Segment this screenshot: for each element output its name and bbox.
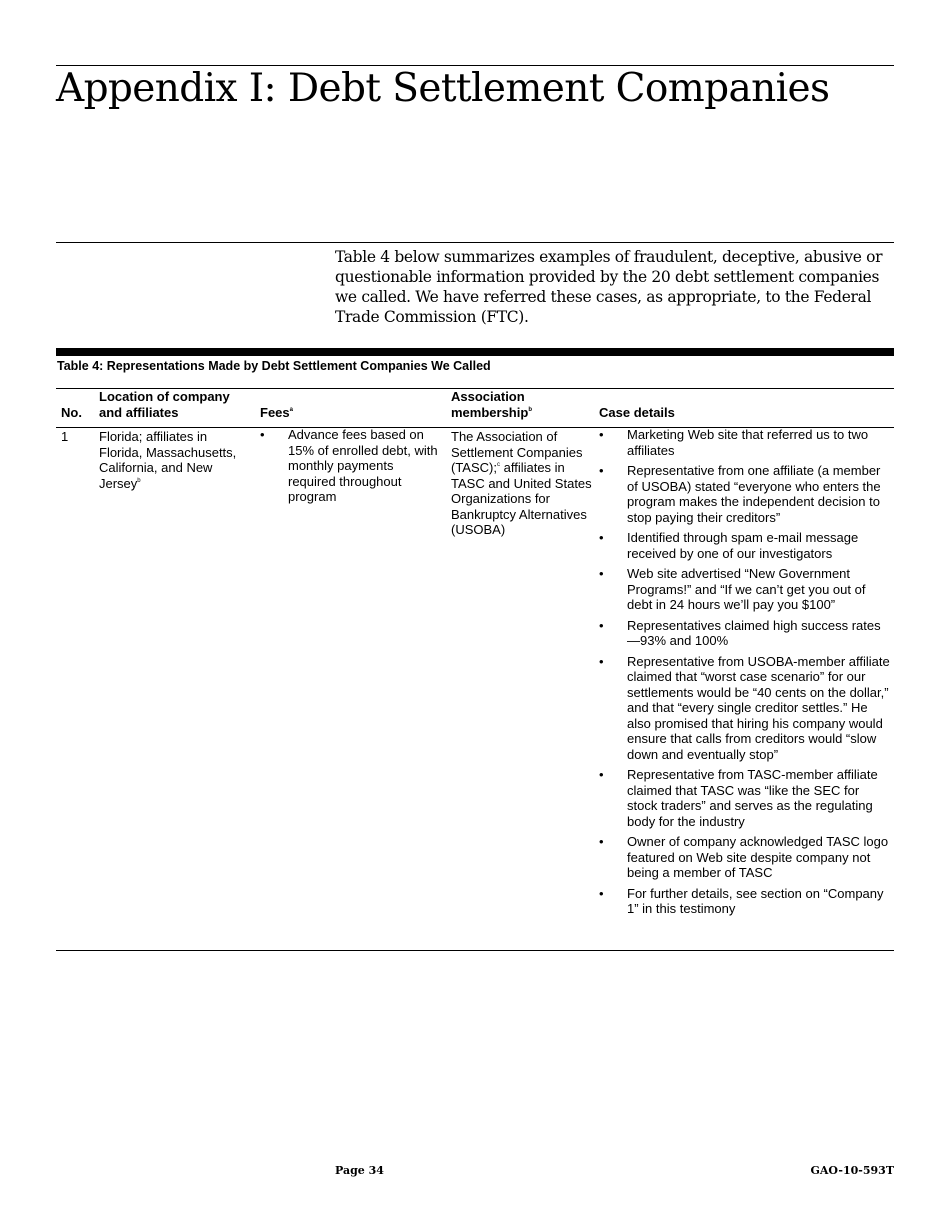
- page-title: Appendix I: Debt Settlement Companies: [56, 66, 830, 111]
- case-detail-text: Representative from USOBA-member affiliate claimed that “worst case scenario” for our settlements would be “40 cents on the dollar,” and that “every single creditor settles.” He also promised that hiring his company would ensure that calls from creditors would “slow down and eventually stop”: [627, 653, 890, 762]
- case-detail-text: Marketing Web site that referred us to two affiliates: [627, 427, 869, 458]
- row-1-association-part2: affiliates in TASC and United States Organizations for Bankruptcy Alternatives (USOBA): [451, 460, 592, 537]
- row-1-association-footnote: c: [496, 462, 500, 468]
- header-association-line1: Association: [451, 389, 525, 404]
- bullet-icon: •: [599, 463, 604, 478]
- bullet-icon: •: [260, 427, 265, 442]
- case-detail-text: Owner of company acknowledged TASC logo featured on Web site despite company not being a member of TASC: [627, 834, 889, 880]
- bullet-icon: •: [599, 617, 604, 633]
- bullet-icon: •: [599, 767, 604, 782]
- case-detail-text: Representatives claimed high success rates—93% and 100%: [627, 617, 881, 648]
- header-case-details: Case details: [599, 405, 675, 420]
- header-association-footnote: b: [528, 407, 532, 413]
- header-association: [451, 389, 532, 421]
- row-1-location-text: Florida; affiliates in Florida, Massachusetts, California, and New Jersey: [99, 429, 237, 491]
- bullet-icon: •: [599, 427, 604, 442]
- case-detail-text: Representative from TASC-member affiliate claimed that TASC was “like the SEC for stock traders” and serves as the regulating body for the industry: [627, 767, 878, 829]
- table-bottom-rule: [56, 950, 894, 951]
- case-detail-text: Identified through spam e-mail message received by one of our investigators: [627, 530, 859, 561]
- header-association-label: membership: [451, 405, 529, 420]
- section-rule: [56, 242, 894, 243]
- header-location: [99, 389, 230, 421]
- bullet-icon: •: [599, 885, 604, 901]
- footer-report-code: GAO-10-593T: [810, 1164, 894, 1177]
- table-caption: Table 4: Representations Made by Debt Settlement Companies We Called: [57, 359, 491, 373]
- intro-paragraph: Table 4 below summarizes examples of fraudulent, deceptive, abusive or questionable information provided by the 20 debt settlement companies we called. We have referred these cases, as appropriate, to the Federal Trade Commission (FTC).: [335, 248, 883, 326]
- case-detail-text: For further details, see section on “Company 1” in this testimony: [627, 885, 884, 916]
- case-details-list: [599, 427, 893, 917]
- case-detail-item: [599, 566, 893, 613]
- row-1-fees: [260, 427, 442, 510]
- row-1-association: [451, 429, 592, 538]
- case-detail-item: [599, 767, 893, 829]
- footer-page-number: Page 34: [335, 1164, 384, 1177]
- header-location-line2: and affiliates: [99, 405, 179, 420]
- bullet-icon: •: [599, 530, 604, 545]
- header-association-line2: [451, 405, 532, 421]
- case-detail-text: Web site advertised “New Government Programs!” and “If we can’t get you out of debt in 24 hours we’ll pay you $100”: [627, 566, 866, 612]
- header-fees: [260, 405, 293, 421]
- fees-list: [260, 427, 442, 505]
- fees-item: [260, 427, 442, 505]
- case-detail-item: [599, 886, 893, 917]
- case-detail-text: Representative from one affiliate (a member of USOBA) stated “everyone who enters the program makes the independent decision to stop paying their creditors”: [627, 463, 881, 525]
- table-top-bar: [56, 348, 894, 356]
- header-no: No.: [61, 405, 82, 420]
- header-fees-footnote: a: [289, 407, 293, 413]
- case-detail-item: [599, 463, 893, 525]
- bullet-icon: •: [599, 653, 604, 669]
- fees-item-text: Advance fees based on 15% of enrolled debt, with monthly payments required throughout program: [288, 427, 438, 504]
- header-fees-label: Fees: [260, 405, 290, 420]
- bullet-icon: •: [599, 834, 604, 849]
- case-detail-item: [599, 654, 893, 763]
- case-detail-item: [599, 427, 893, 458]
- bullet-icon: •: [599, 566, 604, 581]
- row-1-location-footnote: b: [137, 477, 141, 484]
- row-1-no: 1: [61, 429, 69, 444]
- row-1-association-part1: The Association of Settlement Companies (TASC);: [451, 429, 583, 475]
- row-1-case-details: [599, 427, 893, 922]
- case-detail-item: [599, 618, 893, 649]
- case-detail-item: [599, 834, 893, 881]
- row-1-location: [99, 429, 251, 491]
- case-detail-item: [599, 530, 893, 561]
- header-location-line1: Location of company: [99, 389, 230, 404]
